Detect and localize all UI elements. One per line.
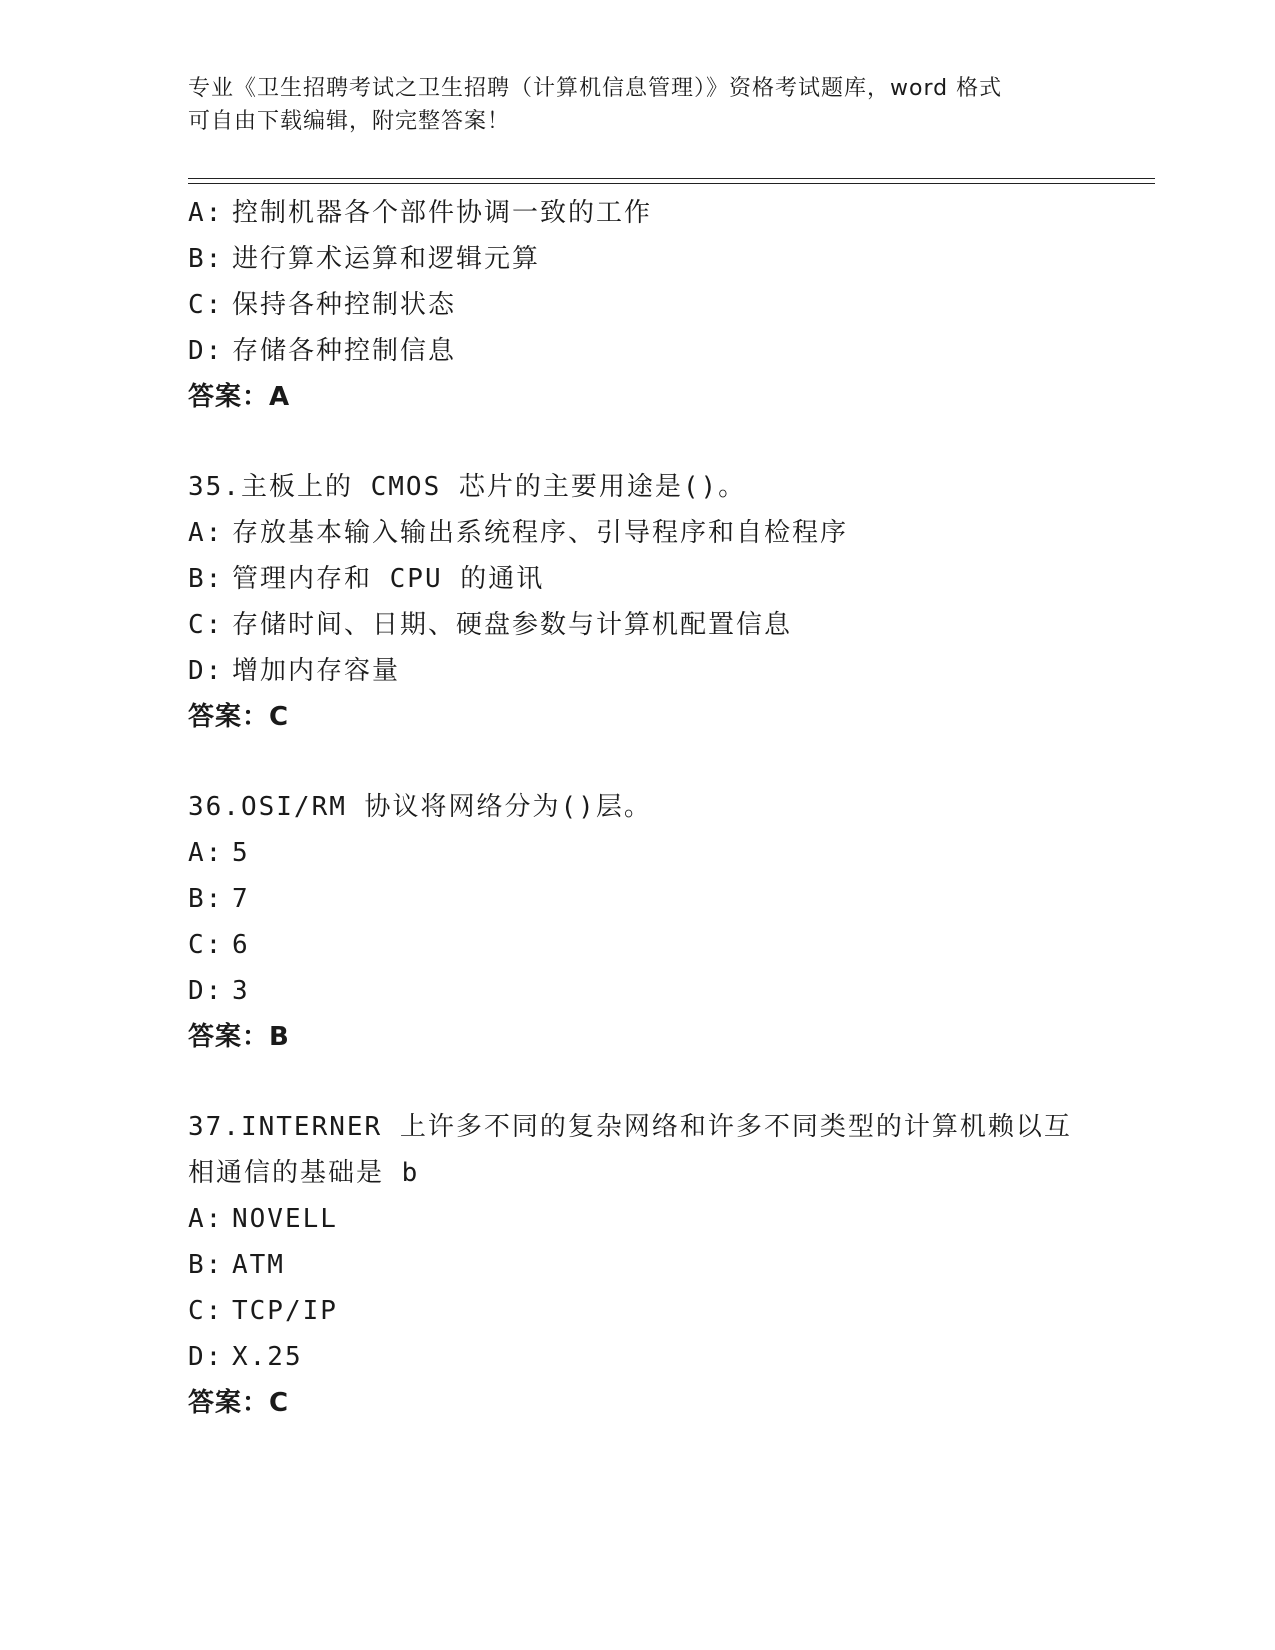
option-c [188,602,1148,648]
option-a [188,510,1148,556]
answer-line: 答案：C [188,1388,290,1418]
option-text: 5 [232,838,250,868]
option-label: C: [188,930,224,960]
option-label: D: [188,656,224,686]
option-label: A: [188,838,224,868]
question-text: 37.INTERNER 上许多不同的复杂网络和许多不同类型的计算机赖以互相通信的基础是 b [188,1112,1072,1188]
answer-line: 答案：B [188,1022,290,1052]
option-text: ATM [232,1250,285,1280]
option-a [188,190,1148,236]
option-text: 存储各种控制信息 [232,336,457,366]
answer-line: 答案：A [188,382,291,412]
option-text: X.25 [232,1342,303,1372]
option-b [188,236,1148,282]
question-block [188,190,1148,420]
option-text: 控制机器各个部件协调一致的工作 [232,198,653,228]
question-block [188,464,1148,740]
option-d [188,968,1148,1014]
question-list [188,190,1148,1426]
option-label: A: [188,198,224,228]
option-text: 7 [232,884,250,914]
header-line-2: 可自由下载编辑，附完整答案！ [188,109,511,134]
option-label: D: [188,1342,224,1372]
option-text: 进行算术运算和逻辑元算 [232,244,541,274]
option-label: D: [188,336,224,366]
option-label: B: [188,884,224,914]
option-label: C: [188,610,224,640]
option-label: C: [188,1296,224,1326]
option-label: C: [188,290,224,320]
option-text: 存储时间、日期、硬盘参数与计算机配置信息 [232,610,793,640]
option-text: 3 [232,976,250,1006]
question-text: 36.OSI/RM 协议将网络分为()层。 [188,792,652,822]
header-divider [188,183,1155,184]
option-text: TCP/IP [232,1296,338,1326]
option-text: 6 [232,930,250,960]
option-d [188,648,1148,694]
spacer [188,420,1148,464]
option-c [188,1288,1148,1334]
option-a [188,830,1148,876]
option-label: B: [188,1250,224,1280]
option-label: B: [188,564,224,594]
option-text: 增加内存容量 [232,656,401,686]
option-text: 存放基本输入输出系统程序、引导程序和自检程序 [232,518,849,548]
question-block [188,1104,1148,1426]
option-d [188,1334,1148,1380]
spacer [188,740,1148,784]
question-block [188,784,1148,1060]
document-header [188,72,1088,138]
option-a [188,1196,1148,1242]
option-label: A: [188,518,224,548]
spacer [188,1060,1148,1104]
option-label: B: [188,244,224,274]
header-line-1: 专业《卫生招聘考试之卫生招聘（计算机信息管理）》资格考试题库，word 格式 [188,76,1003,101]
option-label: A: [188,1204,224,1234]
option-text: 保持各种控制状态 [232,290,457,320]
option-d [188,328,1148,374]
option-c [188,282,1148,328]
option-b [188,1242,1148,1288]
option-c [188,922,1148,968]
answer-line: 答案：C [188,702,290,732]
option-b [188,556,1148,602]
option-text: NOVELL [232,1204,338,1234]
header-divider [188,178,1155,179]
option-text: 管理内存和 CPU 的通讯 [232,564,545,594]
option-b [188,876,1148,922]
question-text: 35.主板上的 CMOS 芯片的主要用途是()。 [188,472,747,502]
option-label: D: [188,976,224,1006]
